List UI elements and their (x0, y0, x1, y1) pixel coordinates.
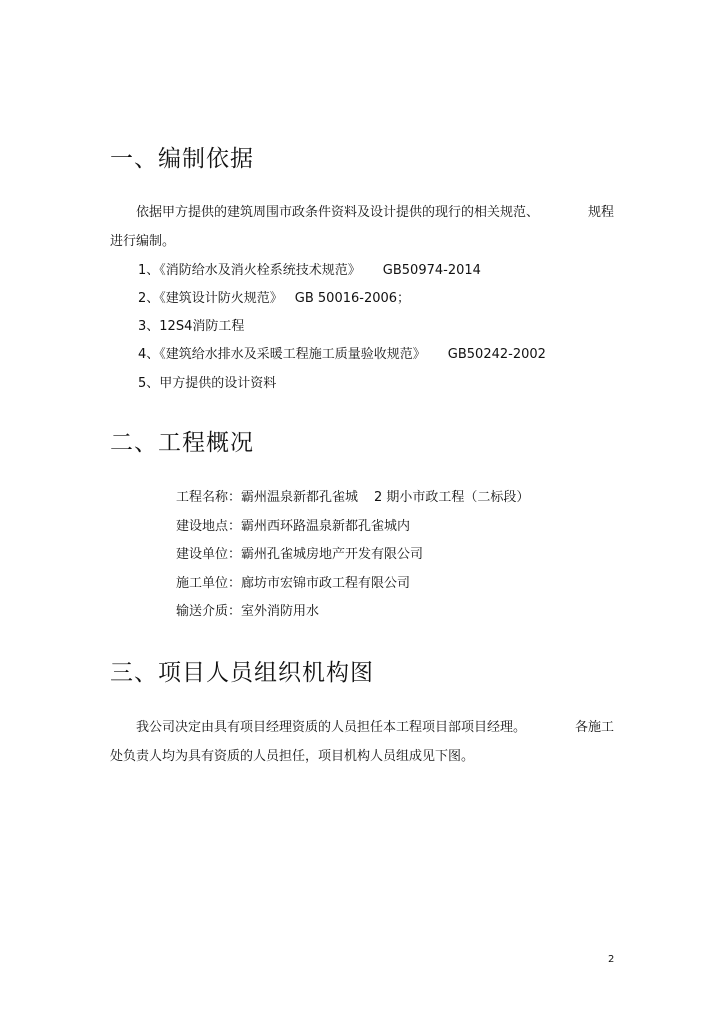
field-label: 施工单位： (176, 576, 242, 591)
basis-intro-text: 依据甲方提供的建筑周围市政条件资料及设计提供的现行的相关规范、 (136, 205, 540, 220)
field-label: 工程名称： (176, 490, 242, 505)
field-label: 输送介质： (176, 604, 242, 619)
overview-field-owner (176, 543, 423, 562)
section-heading-organization: 三、项目人员组织机构图 (110, 660, 374, 686)
organization-para-line-2: 处负责人均为具有资质的人员担任，项目机构人员组成见下图。 (110, 749, 475, 764)
field-label: 建设地点： (176, 519, 242, 534)
section-heading-overview: 二、工程概况 (110, 430, 254, 456)
standard-item-name: 5、甲方提供的设计资料 (138, 376, 277, 391)
overview-field-project-name (176, 486, 529, 505)
standard-item-code: GB50974-2014 (382, 263, 481, 278)
field-value-continued: 2 期小市政工程（二标段） (374, 490, 530, 505)
organization-para-text-end: 各施工 (574, 720, 614, 735)
standard-item-1 (138, 259, 481, 278)
standard-item-name: 1、《消防给水及消火栓系统技术规范》 (138, 263, 361, 278)
standard-item-2 (138, 287, 410, 306)
standard-item-name: 2、《建筑设计防火规范》 (138, 291, 283, 306)
standard-item-5 (138, 372, 276, 391)
field-value: 廊坊市宏锦市政工程有限公司 (241, 576, 411, 591)
standard-item-code: GB50242-2002 (447, 347, 546, 362)
basis-intro-text-end: 规程 (587, 205, 614, 220)
basis-intro-line-1 (110, 201, 614, 220)
standard-item-4 (138, 343, 546, 362)
standard-item-name: 3、12S4消防工程 (138, 319, 245, 334)
field-value: 霸州温泉新都孔雀城 (241, 490, 359, 505)
standard-item-name: 4、《建筑给水排水及采暖工程施工质量验收规范》 (138, 347, 426, 362)
field-label: 建设单位： (176, 547, 242, 562)
overview-field-location (176, 515, 410, 534)
standard-item-code: GB 50016-2006； (294, 291, 411, 306)
field-value: 室外消防用水 (241, 604, 320, 619)
organization-para-line-1 (110, 716, 614, 735)
basis-intro-line-2: 进行编制。 (110, 234, 176, 249)
section-heading-basis: 一、编制依据 (110, 146, 254, 172)
overview-field-medium (176, 600, 319, 619)
field-value: 霸州孔雀城房地产开发有限公司 (241, 547, 424, 562)
standard-item-3 (138, 315, 244, 334)
page-number: 2 (608, 954, 615, 965)
organization-para-text: 我公司决定由具有项目经理资质的人员担任本工程项目部项目经理。 (136, 720, 527, 735)
overview-field-contractor (176, 572, 410, 591)
field-value: 霸州西环路温泉新都孔雀城内 (241, 519, 411, 534)
